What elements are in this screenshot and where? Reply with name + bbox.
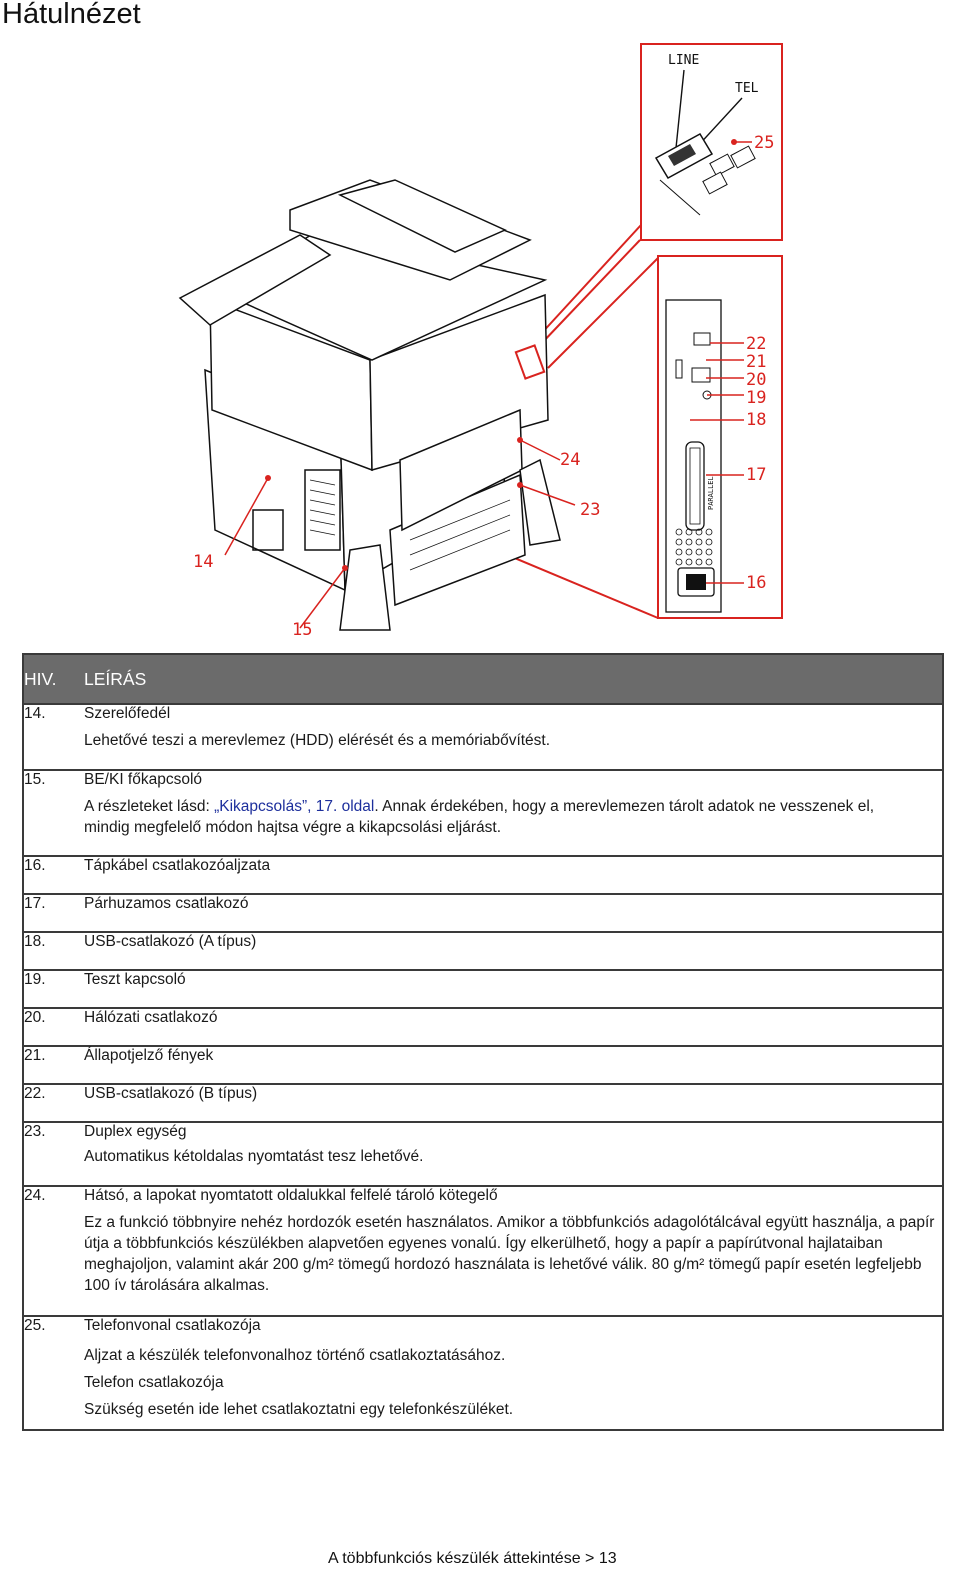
- callout-16: 16: [746, 573, 767, 593]
- row-title: Tápkábel csatlakozóaljzata: [84, 856, 943, 894]
- row-number: 20.: [23, 1008, 84, 1046]
- callout-23: 23: [580, 500, 601, 520]
- row-title: Hálózati csatlakozó: [84, 1008, 943, 1046]
- line-label: LINE: [668, 53, 700, 68]
- table-row: [23, 970, 943, 1008]
- row-title: Telefonvonal csatlakozója: [84, 1317, 261, 1334]
- row-title: Duplex egység: [84, 1123, 187, 1140]
- row-number: 14.: [23, 704, 84, 770]
- row-number: 16.: [23, 856, 84, 894]
- row-title: BE/KI főkapcsoló: [84, 771, 203, 788]
- table-row: [23, 1046, 943, 1084]
- row-title: Szerelőfedél: [84, 705, 171, 722]
- row-number: 21.: [23, 1046, 84, 1084]
- callout-20: 20: [746, 370, 767, 390]
- header-ref: HIV.: [23, 654, 84, 704]
- row-number: 23.: [23, 1122, 84, 1186]
- row-text: Ez a funkció többnyire nehéz hordozók esetén használatos. Amikor a többfunkciós adagolótálcával együtt használja, a papír útja a többfunkciós készülékben alapvetően egyenes vonalú. Így elkerülhető, hogy a papír a papírútvonal hajlataiban meghajoljon, valamint akár 200 g/m² tömegű hordozó használata is lehetővé válik. 80 g/m² tömegű papír esetén legfeljebb 100 ív tárolására alkalmas.: [84, 1214, 935, 1294]
- table-row: [23, 894, 943, 932]
- table-header-row: [23, 654, 943, 704]
- row-text: Automatikus kétoldalas nyomtatást tesz lehetővé.: [84, 1148, 424, 1165]
- callout-15: 15: [292, 620, 313, 640]
- shutdown-link[interactable]: „Kikapcsolás”, 17. oldal: [214, 798, 375, 815]
- row-text: Aljzat a készülék telefonvonalhoz történő csatlakoztatásához.: [84, 1347, 506, 1364]
- row-title: USB-csatlakozó (A típus): [84, 932, 943, 970]
- table-row: [23, 1316, 943, 1430]
- table-row: [23, 1186, 943, 1316]
- table-row: [23, 704, 943, 770]
- row-number: 24.: [23, 1186, 84, 1316]
- page-title: Hátulnézet: [2, 0, 141, 30]
- row-title: Teszt kapcsoló: [84, 970, 943, 1008]
- callout-22: 22: [746, 334, 767, 354]
- callout-18: 18: [746, 410, 767, 430]
- row-number: 19.: [23, 970, 84, 1008]
- row-title: Hátsó, a lapokat nyomtatott oldalukkal felfelé tároló kötegelő: [84, 1187, 498, 1204]
- row-text: Telefon csatlakozója: [84, 1374, 224, 1391]
- io-panel: [666, 300, 721, 612]
- callout-19: 19: [746, 388, 767, 408]
- callout-24: 24: [560, 450, 581, 470]
- table-row: [23, 856, 943, 894]
- table-row: [23, 932, 943, 970]
- row-number: 22.: [23, 1084, 84, 1122]
- row-title: USB-csatlakozó (B típus): [84, 1084, 943, 1122]
- table-row: [23, 770, 943, 856]
- row-number: 18.: [23, 932, 84, 970]
- printer-illustration: [180, 180, 560, 630]
- page-footer: A többfunkciós készülék áttekintése > 13: [328, 1550, 617, 1567]
- table-row: [23, 1084, 943, 1122]
- rear-view-figure: [0, 30, 960, 655]
- callout-14: 14: [193, 552, 214, 572]
- row-number: 15.: [23, 770, 84, 856]
- row-title: Állapotjelző fények: [84, 1046, 943, 1084]
- row-number: 25.: [23, 1316, 84, 1430]
- row-text: Szükség esetén ide lehet csatlakoztatni egy telefonkészüléket.: [84, 1401, 514, 1418]
- table-row: [23, 1122, 943, 1186]
- row-text: . Annak érdekében, hogy a merevlemezen tárolt adatok ne vesszenek el, mindig megfelelő módon hajtsa végre a kikapcsolási eljárást.: [84, 798, 875, 836]
- callout-17: 17: [746, 465, 767, 485]
- row-title: Párhuzamos csatlakozó: [84, 894, 943, 932]
- callout-21: 21: [746, 352, 767, 372]
- reference-table: [22, 653, 944, 1431]
- tel-label: TEL: [735, 81, 759, 96]
- row-number: 17.: [23, 894, 84, 932]
- row-text: Lehetővé teszi a merevlemez (HDD) elérését és a memóriabővítést.: [84, 732, 551, 749]
- callout-25: 25: [754, 133, 775, 153]
- table-row: [23, 1008, 943, 1046]
- row-text: A részleteket lásd:: [84, 798, 215, 815]
- header-description: LEÍRÁS: [84, 654, 943, 704]
- parallel-label: PARALLEL: [707, 476, 715, 510]
- phone-jack-panel: [656, 134, 755, 215]
